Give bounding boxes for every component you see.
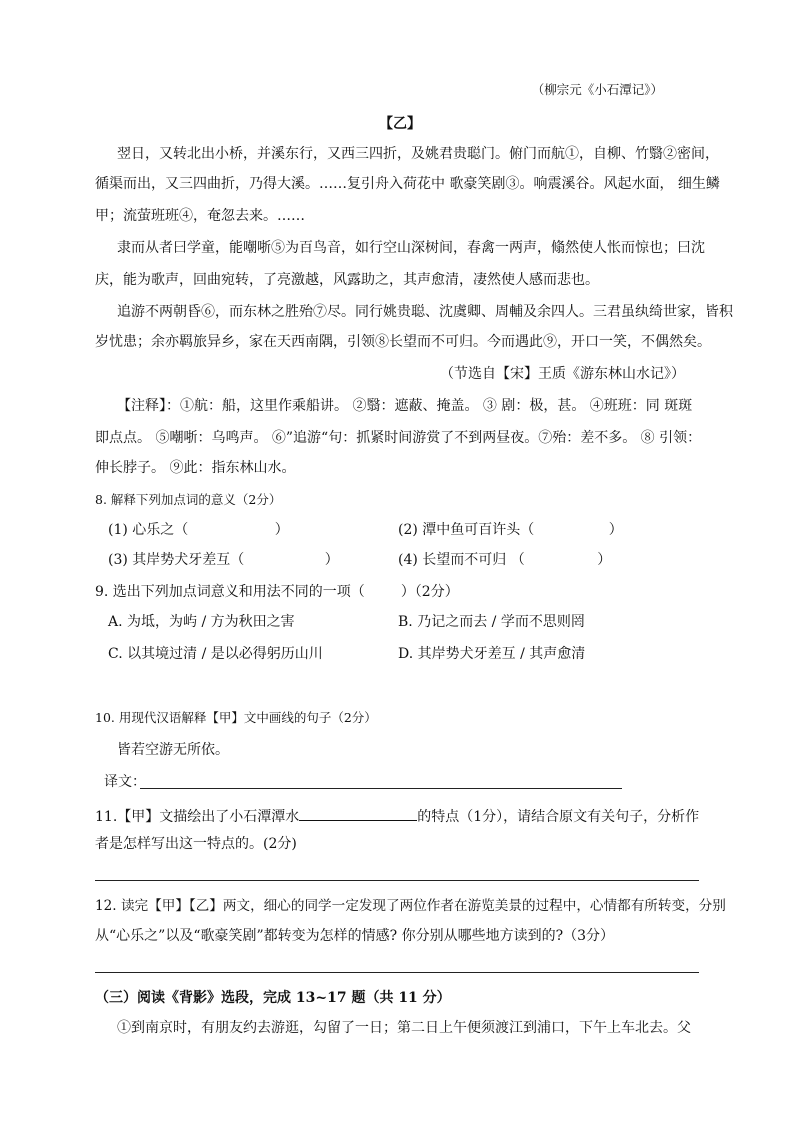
q11-answer-line[interactable] <box>95 880 699 881</box>
q10-sentence: 皆若空游无所依。 <box>117 742 229 758</box>
q12-stem-l1: 12. 读完【甲】【乙】两文，细心的同学一定发现了两位作者在游览美景的过程中，心情都有所转变，分别 <box>95 898 726 914</box>
q8-item-3: (3) 其岸势犬牙差互（ ） <box>108 552 339 568</box>
passage-line: 追游不两朝昏⑥，而东林之胜殆⑦尽。同行姚贵聪、沈虞卿、周輔及余四人。三君虽纨绮世家，皆积 <box>117 304 733 320</box>
passage-line: 循渠而出，又三四曲折，乃得大溪。……复引舟入荷花中 歌豪笑剧③。响震溪谷。风起水面， 细生鳞 <box>95 176 720 192</box>
notes-line: 即点点。 ⑤嘲哳：乌鸣声。 ⑥”追游“句：抓紧时间游赏了不到两昼夜。⑦殆：差不多。 ⑧ 引领： <box>95 430 702 446</box>
source-top: （柳宗元《小石潭记》） <box>531 82 663 97</box>
section3-title: （三）阅读《背影》选段，完成 13~17 题（共 11 分） <box>95 990 451 1006</box>
q9-option-b: B. 乃记之而去 / 学而不思则罔 <box>398 614 585 630</box>
q12-stem-l2: 从“心乐之”以及“歌豪笑剧”都转变为怎样的情感? 你分别从哪些地方读到的?（3分） <box>95 928 614 944</box>
q10-answer-label: 译文： <box>104 774 146 790</box>
passage-line: 翌日，又转北出小桥，并溪东行，又西三四折，及姚君贵聪门。俯门而航①，自柳、竹翳②密间， <box>117 146 719 162</box>
passage-line: 岁忧患；余亦羁旅异乡，家在天西南隅，引领⑧长望而不可归。今而遇此⑨，开口一笑，不偶然矣。 <box>95 334 711 350</box>
section-yi-title: 【乙】 <box>379 116 421 132</box>
q8-item-1: (1) 心乐之（ ） <box>108 522 289 538</box>
q11-blank[interactable] <box>299 804 417 821</box>
passage-line: 隶而从者曰学童，能嘲哳⑤为百鸟音，如行空山深树间，春禽一两声，翛然使人怅而惊也；曰沈 <box>117 240 705 256</box>
section3-paragraph: ①到南京时，有朋友约去游逛，勾留了一日；第二日上午便须渡江到浦口，下午上车北去。父 <box>117 1020 691 1036</box>
passage-line: 甲；流萤班班④，奄忽去来。…… <box>95 208 305 224</box>
q9-option-c: C. 以其境过清 / 是以必得躬历山川 <box>108 646 323 662</box>
q11-stem-cont: 者是怎样写出这一特点的。(2分) <box>95 836 297 852</box>
q11-stem: 11.【甲】文描绘出了小石潭潭水 的特点（1分），请结合原文有关句子，分析作 <box>95 804 699 827</box>
q9-option-d: D. 其岸势犬牙差互 / 其声愈清 <box>398 646 586 662</box>
q9-stem: 9. 选出下列加点词意义和用法不同的一项（ ）（2分） <box>95 584 459 600</box>
notes-line: 【注释】：①航：船，这里作乘船讲。 ②翳：遮蔽、掩盖。 ③ 剧：极，甚。 ④班班：同 斑斑 <box>117 398 693 414</box>
q9-option-a: A. 为坻，为屿 / 方为秋田之害 <box>108 614 295 630</box>
q8-item-2: (2) 潭中鱼可百许头（ ） <box>398 522 623 538</box>
q10-answer-line[interactable] <box>140 788 622 789</box>
q8-item-4: (4) 长望而不可归 （ ） <box>398 552 612 568</box>
passage-source: （节选自【宋】王质《游东林山水记》） <box>440 366 685 382</box>
notes-line: 伸长脖子。 ⑨此：指东林山水。 <box>95 460 296 476</box>
q10-stem: 10. 用现代汉语解释【甲】文中画线的句子（2分） <box>95 710 377 725</box>
q8-stem: 8. 解释下列加点词的意义（2分） <box>95 492 282 507</box>
q12-answer-line[interactable] <box>95 972 699 973</box>
passage-line: 庆，能为歌声，回曲宛转，了亮激越，风露助之，其声愈清，凄然使人感而悲也。 <box>95 272 599 288</box>
